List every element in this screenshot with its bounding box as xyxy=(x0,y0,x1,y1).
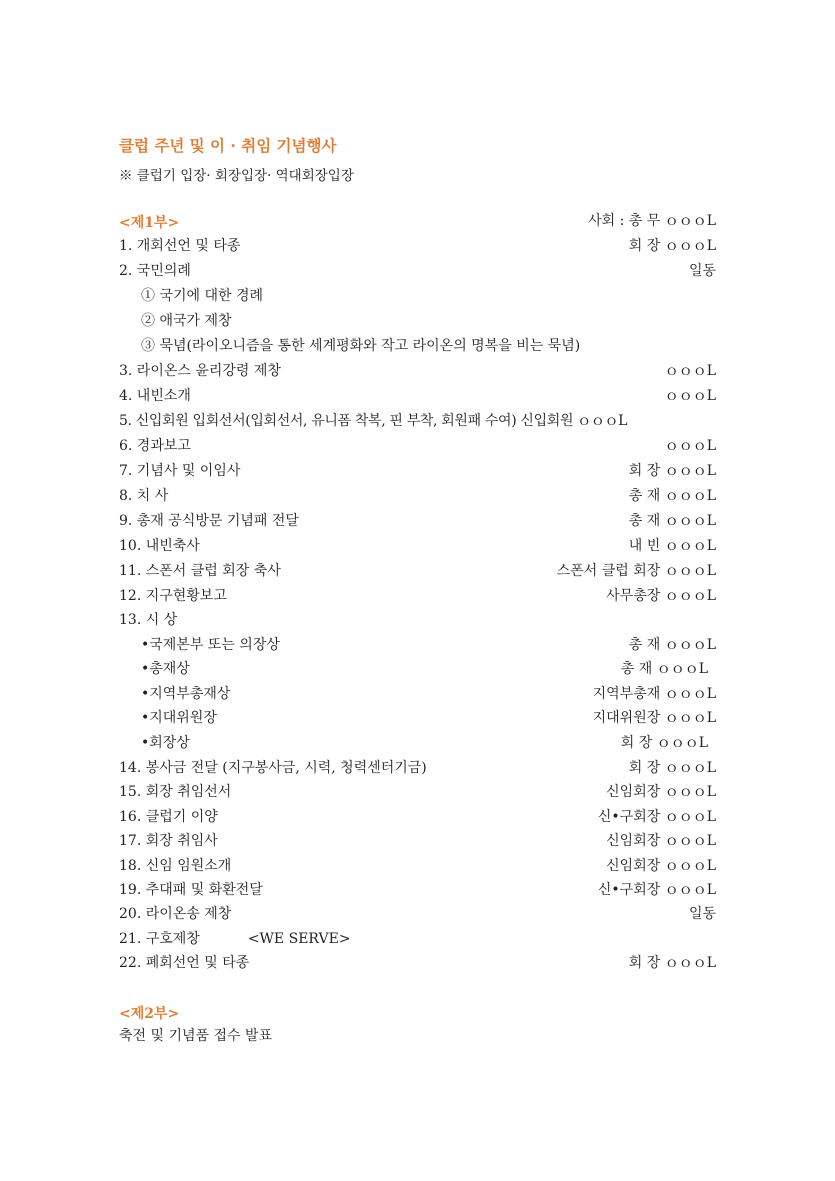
row-item: 7. 기념사 및 이임사 xyxy=(119,463,241,479)
row-presenter: 사회 : 총 무 ｏｏｏL xyxy=(588,213,716,229)
row-item: 22. 폐회선언 및 타종 xyxy=(119,955,250,971)
row-item: 5. 신입회원 입회선서(입회선서, 유니폼 착복, 핀 부착, 회원패 수여) 신입회원 ｏｏｏL xyxy=(119,413,628,429)
row-presenter: 신임회장 ｏｏｏL xyxy=(606,833,716,849)
program-row xyxy=(119,608,716,632)
row-presenter: ｏｏｏL xyxy=(664,388,716,404)
row-item: ③ 묵념(라이오니즘을 통한 세계평화와 작고 라이온의 명복을 비는 묵념) xyxy=(141,338,581,354)
row-presenter: 총 재 ｏｏｏL xyxy=(628,488,716,504)
row-item: ② 애국가 제창 xyxy=(141,313,232,329)
row-item: 12. 지구현황보고 xyxy=(119,588,227,604)
program-row xyxy=(119,484,716,508)
row-presenter: ｏｏｏL xyxy=(664,363,716,379)
row-item: 14. 봉사금 전달 (지구봉사금, 시력, 청력센터기금) xyxy=(119,760,427,776)
row-presenter: 신임회장 ｏｏｏL xyxy=(606,784,716,800)
row-presenter: 회 장 ｏｏｏL xyxy=(628,463,716,479)
row-presenter: 내 빈 ｏｏｏL xyxy=(628,538,716,554)
row-item: 4. 내빈소개 xyxy=(119,388,191,404)
program-row xyxy=(119,854,716,878)
program-row xyxy=(119,878,716,902)
row-presenter: 일동 xyxy=(688,906,716,922)
program-row xyxy=(119,234,716,258)
row-item: •총재상 xyxy=(141,661,190,677)
row-item: 6. 경과보고 xyxy=(119,438,191,454)
award-row xyxy=(119,706,716,730)
program-row xyxy=(119,584,716,608)
program-row xyxy=(119,951,716,975)
row-presenter: 신임회장 ｏｏｏL xyxy=(606,858,716,874)
program-row xyxy=(119,534,716,558)
row-presenter: 회 장 ｏｏｏL xyxy=(620,735,708,751)
row-item: •국제본부 또는 의장상 xyxy=(141,637,280,653)
award-row xyxy=(119,731,716,755)
document-title: 클럽 주년 및 이 · 취임 기념행사 xyxy=(119,136,337,155)
part2-text xyxy=(119,1024,716,1048)
part1-heading: <제1부> xyxy=(119,215,180,231)
row-item: •지대위원장 xyxy=(141,710,217,726)
program-row xyxy=(119,359,716,383)
program-row xyxy=(119,805,716,829)
program-row xyxy=(119,902,716,926)
row-presenter: 회 장 ｏｏｏL xyxy=(628,760,716,776)
row-presenter: 스폰서 클럽 회장 ｏｏｏL xyxy=(556,563,716,579)
row-presenter: 총 재 ｏｏｏL xyxy=(628,637,716,653)
program-subrow xyxy=(119,309,716,333)
row-item: •지역부총재상 xyxy=(141,686,231,702)
row-presenter: 신•구회장 ｏｏｏL xyxy=(597,809,716,825)
row-item: 13. 시 상 xyxy=(119,612,178,628)
program-row xyxy=(119,559,716,583)
row-item: 9. 총재 공식방문 기념패 전달 xyxy=(119,513,299,529)
program-row xyxy=(119,756,716,780)
row-item: 2. 국민의례 xyxy=(119,263,191,279)
row-presenter: ｏｏｏL xyxy=(664,438,716,454)
part2-heading: <제2부> xyxy=(119,1006,180,1022)
program-subrow xyxy=(119,284,716,308)
row-presenter: 지역부총재 ｏｏｏL xyxy=(592,686,716,702)
row-presenter: 회 장 ｏｏｏL xyxy=(628,955,716,971)
row-item: 17. 회장 취임사 xyxy=(119,833,218,849)
program-row xyxy=(119,927,716,951)
program-row xyxy=(119,829,716,853)
row-presenter: 회 장 ｏｏｏL xyxy=(628,238,716,254)
row-presenter: 신•구회장 ｏｏｏL xyxy=(597,882,716,898)
award-row xyxy=(119,633,716,657)
program-row xyxy=(119,509,716,533)
entrance-note: ※ 클럽기 입장· 회장입장· 역대회장입장 xyxy=(119,168,354,184)
program-row xyxy=(119,409,716,433)
row-item: 11. 스폰서 클럽 회장 축사 xyxy=(119,563,281,579)
row-item: 1. 개회선언 및 타종 xyxy=(119,238,241,254)
row-item: 10. 내빈축사 xyxy=(119,538,200,554)
program-row xyxy=(119,259,716,283)
program-row xyxy=(119,459,716,483)
row-item: 16. 클럽기 이양 xyxy=(119,809,218,825)
motto-text: <WE SERVE> xyxy=(247,931,351,947)
row-item xyxy=(119,927,351,951)
program-row xyxy=(119,384,716,408)
row-item: 20. 라이온송 제창 xyxy=(119,906,232,922)
row-item: 19. 추대패 및 화환전달 xyxy=(119,882,263,898)
row-presenter: 지대위원장 ｏｏｏL xyxy=(592,710,716,726)
row-presenter: 총 재 ｏｏｏL xyxy=(628,513,716,529)
program-row xyxy=(119,209,716,233)
row-item: 18. 신임 임원소개 xyxy=(119,858,232,874)
row-item: •회장상 xyxy=(141,735,190,751)
row-item: ① 국기에 대한 경례 xyxy=(141,288,264,304)
award-row xyxy=(119,682,716,706)
program-subrow xyxy=(119,334,716,358)
row-item: 3. 라이온스 윤리강령 제창 xyxy=(119,363,281,379)
row-presenter: 총 재 ｏｏｏL xyxy=(620,661,708,677)
row-presenter: 사무총장 ｏｏｏL xyxy=(606,588,716,604)
award-row xyxy=(119,657,716,681)
row-item-label: 21. 구호제창 xyxy=(119,931,200,947)
row-item: 8. 치 사 xyxy=(119,488,169,504)
row-presenter: 일동 xyxy=(688,263,716,279)
row-item: 축전 및 기념품 접수 발표 xyxy=(119,1028,273,1044)
row-item: 15. 회장 취임선서 xyxy=(119,784,232,800)
program-row xyxy=(119,434,716,458)
program-row xyxy=(119,780,716,804)
